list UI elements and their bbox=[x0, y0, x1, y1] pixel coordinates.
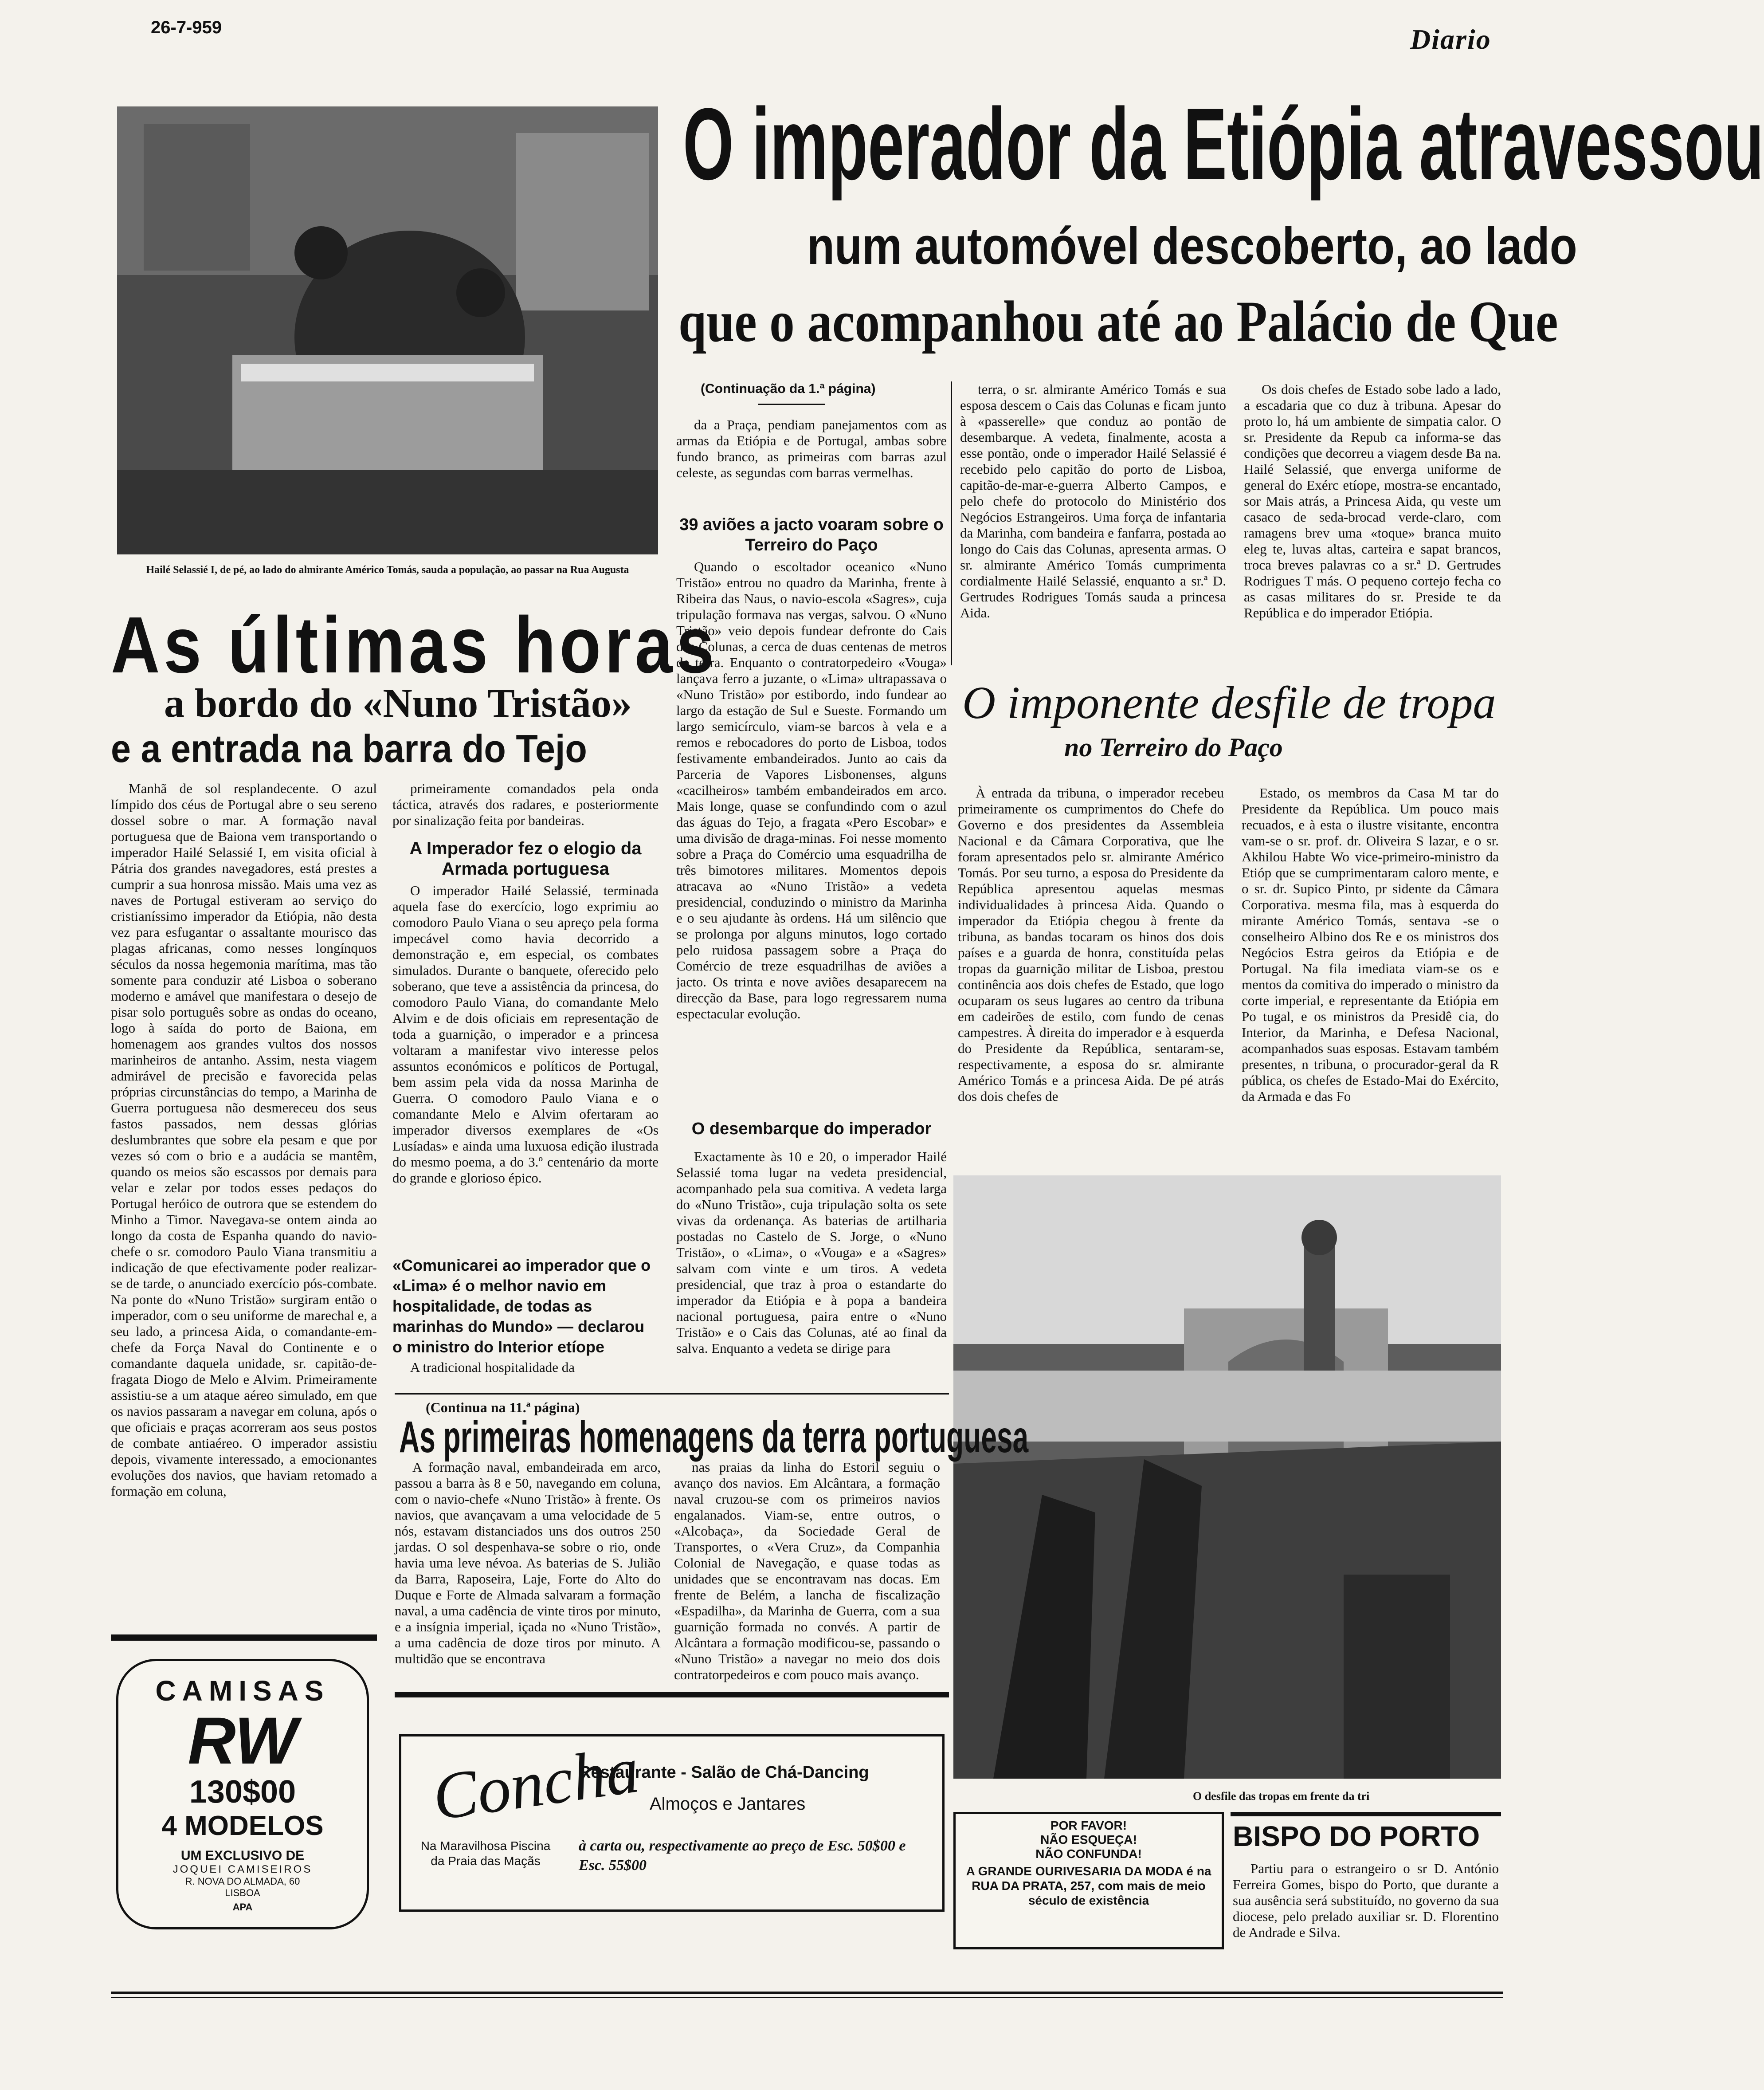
center-col-p3: Exactamente às 10 e 20, o imperador Hailé Selassié toma lugar na vedeta presidencial, acompanhado pela sua comitiva. A vedeta larga do «Nuno Tristão», cuja tripulação solta os sete vivas da ordenança. As baterias de artilharia postadas no Castelo de S. Jorge, o «Nuno Tristão», o «Lima», o «Vouga» e a «Sagres» salvam com vinte e um tiros. A vedeta presidencial, que traz à proa o estandarte do imperador da Etiópia e à popa a bandeira nacional portuguesa, paira entre o «Nuno Tristão» e o Cais das Colunas, até ao final da salva. Enquanto a vedeta se dirige para bbox=[676, 1149, 947, 1356]
desfile-headline: O imponente desfile de tropa bbox=[962, 677, 1496, 728]
camisas-shop: JOQUEI CAMISEIROS bbox=[172, 1863, 313, 1875]
homenagens-bottom-rule bbox=[395, 1692, 949, 1697]
homenagens-headline: As primeiras homenagens da terra portuguesa bbox=[399, 1412, 1029, 1462]
parade-photo-caption: O desfile das tropas em frente da tri bbox=[1193, 1790, 1370, 1803]
camisas-mark: APA bbox=[232, 1901, 253, 1913]
desfile-col-a: À entrada da tribuna, o imperador recebeu primeiramente os cumprimentos do Chefe do Governo e dos presidentes da Assembleia Nacional e da Câmara Corporativa, que lhe foram apresentados pelo sr. almirante Américo Tomás. Por seu turno, a esposa do Presidente da República apresentou aquelas mesmas individualidades à princesa Aida. Quando o imperador da Etiópia chegou à frente da tribuna, as bandas tocaram os hinos dos dois países e a guarda de honra, constituída pelas tropas da guarnição militar de Lisboa, prestou continência aos dois chefes de Estado, que logo ocuparam os seus lugares ao centro da tribuna em cadeirões de estilo, com fundo de cenas campestres. À direita do imperador e à esquerda do Presidente da República, sentaram-se, respectivamente, a esposa do sr. almirante Américo Tomás e a princesa Aida. De pé atrás dos dois chefes de bbox=[958, 785, 1224, 1104]
parade-image bbox=[953, 1175, 1501, 1779]
center-col-p2: Quando o escoltador oceanico «Nuno Tristão» entrou no quadro da Marinha, frente à Ribeira das Naus, o navio-escola «Sagres», cuja tripulação formava nas vergas, salvou. O «Nuno Tristão» veio depois fundear defronte do Cais das Colunas, a cerca de duas centenas de metros de terra. Enquanto o contratorpedeiro «Vouga» lançava ferro a juzante, o «Lima» ultrapassava o «Nuno Tristão» por estibordo, indo fundear ao largo da estação de Sul e Sueste. Formando um largo semicírculo, viam-se barcos à vela e a remos e rebocadores do porto de Lisboa, todos festivamente embandeirados. Junto ao cais da Parceria de Vapores Lisbonenses, alguns «cacilheiros» também embandeirados em arco. Mais longe, quase se confundindo com o azul das águas do Tejo, a fragata «Pero Escobar» e uma divisão de draga-minas. Foi nesse momento sobre a Praça do Comércio uma esquadrilha de três bimotores militares. Momentos depois atracava ao «Nuno Tristão» a vedeta presidencial, conduzindo o ministro da Marinha e o seu ajudante às ordens. Há um silêncio que se prolonga por alguns minutos, logo cortado pelo ruidosa passagem sobre a Praça do Comércio de treze esquadrilhas de aviões a jacto. Os trinta e nove aviões desaparecem na direcção da Base, para logo regressarem numa espectacular evolução. bbox=[676, 559, 947, 1021]
bispo-text: Partiu para o estrangeiro o sr D. António Ferreira Gomes, bispo do Porto, que durante a sua ausência será substituído, no governo da sua diocese, pelo prelado auxiliar sr. D. Florentino de Andrade e Silva. bbox=[1233, 1861, 1499, 1940]
center-col-p1: da a Praça, pendiam panejamentos com as armas da Etiópia e de Portugal, ambas sobre fundo branco, as primeiras com barras azul celeste, as segundas com barras vermelhas. bbox=[676, 417, 947, 480]
camisas-ad[interactable] bbox=[116, 1659, 369, 1929]
camisas-price: 130$00 bbox=[189, 1774, 296, 1810]
continuation-note: (Continuação da 1.ª página) bbox=[701, 381, 876, 396]
col4-text: terra, o sr. almirante Américo Tomás e sua esposa descem o Cais das Colunas e ficam junto à «passerelle» que conduz ao pontão de desembarque. A vedeta, finalmente, acosta a esse pontão, onde o imperador Hailé Selassié é recebido pelo capitão do porto de Lisboa, capitão-de-mar-e-guerra Alberto Campos, e pelo chefe do protocolo do Ministério dos Negócios Estrangeiros. Uma força de infantaria da Marinha, com bandeira e fanfarra, postada ao longo do Cais das Colunas, apresenta armas. O sr. almirante Américo Tomás cumprimenta cordialmente Hailé Selassié, enquanto a sr.ª D. Gertrudes Rodrigues Tomás sauda a princesa Aida. bbox=[960, 381, 1226, 621]
main-headline-line1: O imperador da Etiópia atravessou bbox=[683, 87, 1764, 201]
camisas-models: 4 MODELOS bbox=[161, 1811, 324, 1841]
camisas-exclusive: UM EXCLUSIVO DE bbox=[180, 1848, 305, 1863]
ourivesaria-line1: POR FAVOR! bbox=[1050, 1819, 1127, 1832]
homenagens-top-rule bbox=[395, 1393, 949, 1395]
parade-photo bbox=[953, 1175, 1501, 1779]
camisas-brand: RW bbox=[188, 1703, 298, 1778]
bottom-rule-2 bbox=[111, 1997, 1503, 1998]
story-left-col1: Manhã de sol resplandecente. O azul límpido dos céus de Portugal abre o seu sereno dossel sobre o mar. A formação naval portuguesa que de Baiona vem transportando o imperador Hailé Selassié I, em visita oficial à Pátria dos grandes navegadores, está prestes a cumprir a sua honrosa missão. Mais uma vez as naves de Portugal estiveram ao serviço do cristianíssimo imperador da Etiópia, não desta vez para esfugantar o assaltante mourisco das plagas africanas, como nesses longínquos séculos da nossa hegemonia marítima, mas tão somente para conduzir até Lisboa o soberano moderno e amável que manifestara o desejo de pisar solo português sobre as ondas do oceano, logo à saída do porto de Baiona, em homenagem aos grandes vultos dos nossos marinheiros de antanho. Assim, nesta viagem admirável de precisão e favorecida pelas próprias circunstâncias do tempo, a Marinha de Guerra portuguesa não desmereceu dos seus fastos passados, nem dessas glórias deslumbrantes que sobre ela pesam e que por vezes só com o brio e a audácia se mantêm, quando os meios são escassos por demais para velar e zelar por todos esses pedaços do Portugal heróico de outrora que se estendem do Minho a Timor. Navegava-se ontem ainda ao longo da costa de Espanha quando do navio-chefe o sr. comodoro Paulo Viana transmitiu a indicação de que efectivamente poder realizar-se de tarde, o anunciado exercício pós-combate. Na ponte do «Nuno Tristão» surgiram então o imperador, com o seu uniforme de marechal e, a seu lado, a princesa Aida, o comandante-em-chefe da Força Naval do Continente e o comandante daquela unidade, sr. capitão-de-fragata Diogo de Melo e Alvim. Primeiramente assistiu-se a um ataque aéreo simulado, em que os navios passaram a navegar em coluna, após o que oficiais e praças acorreram aos seus postos de combate antiaéreo. O imperador assistiu depois, vivamente interessado, a emocionantes evoluções dos navios, que haviam retomado a formação em coluna, bbox=[111, 781, 377, 1499]
story-left-subhead2: «Comunicarei ao imperador que o «Lima» é o melhor navio em hospitalidade, de todas as marinhas do Mundo» — declarou o ministro do Interior etíope bbox=[392, 1256, 651, 1356]
story-headline-1: As últimas horas bbox=[111, 601, 718, 690]
vertical-rule-center bbox=[951, 381, 952, 665]
center-short-rule bbox=[758, 404, 825, 405]
concha-ad[interactable] bbox=[399, 1734, 945, 1912]
camisas-city: LISBOA bbox=[225, 1887, 260, 1898]
continued-note: (Continua na 11.ª página) bbox=[426, 1399, 580, 1415]
camisas-title: CAMISAS bbox=[155, 1675, 330, 1707]
story-left-subhead1: A Imperador fez o elogio da Armada portuguesa bbox=[409, 839, 642, 879]
story-left-col2-body: O imperador Hailé Selassié, terminada aquela fase do exercício, logo exprimiu ao comodoro Paulo Viana o seu apreço pela forma impecável como havia decorrido a demonstração e, em especial, os combates simulados. Durante o banquete, oferecido pelo soberano, que teve a assistência da princesa, do comodoro Paulo Viana, do comandante Melo Alvim e de dois oficiais em representação de toda a guarnição, o imperador e a princesa voltaram a manifestar vivo interesse pelos assuntos económicos e políticos de Portugal, bem assim pela vida da nossa Marinha de Guerra. O comodoro Paulo Viana e o comandante Melo e Alvim ofertaram ao imperador diversos exemplares de «Os Lusíadas» e ainda uma luxuosa edição ilustrada do mesmo poema, a do 3.º centenário da morte do grande e glorioso épico. bbox=[392, 883, 659, 1186]
main-headline-line2: num automóvel descoberto, ao lado bbox=[807, 217, 1577, 275]
top-photo-caption: Hailé Selassié I, de pé, ao lado do almirante Américo Tomás, sauda a população, ao passar na Rua Augusta bbox=[146, 564, 629, 576]
story-left-col2-tail: A tradicional hospitalidade da bbox=[410, 1359, 575, 1375]
concha-prices: à carta ou, respectivamente ao preço de Esc. 50$00 e Esc. 55$00 bbox=[579, 1838, 906, 1874]
concha-logo: Concha bbox=[428, 1732, 643, 1835]
concha-location: Na Maravilhosa Piscina da Praia das Maçãs bbox=[420, 1839, 551, 1868]
issue-date: 26-7-959 bbox=[151, 18, 222, 37]
homenagens-col1: A formação naval, embandeirada em arco, passou a barra às 8 e 50, navegando em coluna, com o navio-chefe «Nuno Tristão» à frente. Os navios, que avançavam a uma velocidade de 5 nós, estavam distanciados uns dos outros 250 jardas. O sol despenhava-se sobre o rio, onde havia uma leve névoa. As baterias de S. Julião da Barra, Raposeira, Laje, Forte do Alto do Duque e Forte de Almada salvaram a formação naval, a uma cadência de vinte tiros por minuto, e a insígnia imperial, içada no «Nuno Tristão», a uma cadência de doze tiros por minuto. A multidão que se encontrava bbox=[395, 1459, 661, 1666]
bispo-headline: BISPO DO PORTO bbox=[1233, 1820, 1480, 1852]
story-headline-3: e a entrada na barra do Tejo bbox=[111, 727, 587, 770]
story-left-col2: primeiramente comandados pela onda táctica, através dos radares, e posteriormente por sinalização feita por bandeiras. bbox=[392, 781, 659, 828]
desfile-subheadline: no Terreiro do Paço bbox=[1064, 733, 1283, 762]
ourivesaria-line3: NÃO CONFUNDA! bbox=[1035, 1847, 1142, 1861]
center-subhead1: 39 aviões a jacto voaram sobre o Terreiro do Paço bbox=[679, 515, 944, 554]
center-subhead2: O desembarque do imperador bbox=[691, 1120, 932, 1138]
concha-meals: Almoços e Jantares bbox=[650, 1794, 806, 1814]
desfile-col-b: Estado, os membros da Casa M tar do Presidente da República. Um pouco mais recuados, e à esta o ilustre visitante, encontra vam-se o sr. prof. dr. Oliveira S lazar, e o sr. Akhilou Habte Wo vice-primeiro-ministro da Etióp que se cumprimentaram caloro mente, e o sr. dr. Supico Pinto, pr sidente da Câmara Corporativa. mesma fila, mas à esquerda do mirante Américo Tomás, sentava -se o conselheiro Albino dos Re e os ministros dos Negócios Estra geiros da Etiópia e de Portugal. Na fila imediata viam-se os e mentos da comitiva do imperado o ministro da corte imperial, e representante da Etiópia em Po tugal, e os ministros da Presidê cia, do Interior, da Marinha, e Defesa Nacional, acompanhados suas esposas. Estavam também presentes, n tribuna, o procurador-geral da R pública, os chefes de Estado-Mai do Exército, da Armada e das Fo bbox=[1242, 785, 1499, 1104]
masthead: Diario bbox=[1410, 24, 1491, 55]
bottom-rule-1 bbox=[111, 1992, 1503, 1994]
ourivesaria-line2: NÃO ESQUEÇA! bbox=[1040, 1833, 1137, 1846]
crowd-street-image bbox=[117, 106, 658, 554]
col5-text: Os dois chefes de Estado sobe lado a lado, a escadaria que co duz à tribuna. Apesar do proto lo, há um ambiente de simpatia calor. O sr. Presidente da Repub ca informa-se das condições que decorreu a viagem desde Ba na. Hailé Selassié, que enverga uniforme de general do Exérc etíope, mostra-se encantado, sor Mais atrás, a Princesa Aida, qu veste um casaco de seda-brocad verde-claro, com ramagens brev uma «toque» branca muito eleg te, luvas altas, carteira e sapat brancos, troca breves palavras co a sr.ª D. Gertrudes Rodrigues T más. O pequeno cortejo fecha co as casas militares do sr. Preside te da República e do imperador Etiópia. bbox=[1244, 381, 1501, 621]
concha-subtitle: Restaurante - Salão de Chá-Dancing bbox=[579, 1763, 869, 1782]
ourivesaria-text: A GRANDE OURIVESARIA DA MODA é na RUA DA PRATA, 257, com mais de meio século de existência bbox=[966, 1864, 1211, 1907]
story-headline-2: a bordo do «Nuno Tristão» bbox=[164, 680, 632, 726]
main-headline-line3: que o acompanhou até ao Palácio de Que bbox=[678, 289, 1558, 354]
homenagens-col2: nas praias da linha do Estoril seguiu o avanço dos navios. Em Alcântara, a formação naval cruzou-se com os primeiros navios engalanados. Viam-se, entre outros, o «Alcobaça», da Sociedade Geral de Transportes, o «Vera Cruz», da Companhia Colonial de Navegação, e quase todas as unidades que se encontravam nas docas. Em frente de Belém, a lancha de fiscalização «Espadilha», da Marinha de Guerra, com a sua guarnição formada no convés. A partir de Alcântara a formação modificou-se, passando o «Nuno Tristão» a navegar no meio dos dois contratorpedeiros e com pouco mais avanço. bbox=[674, 1459, 940, 1682]
bispo-top-rule bbox=[1231, 1812, 1501, 1816]
camisas-address: R. NOVA DO ALMADA, 60 bbox=[185, 1876, 300, 1887]
ourivesaria-ad[interactable] bbox=[953, 1812, 1224, 1949]
story-left-rule bbox=[111, 1634, 377, 1641]
top-photo bbox=[117, 106, 658, 554]
